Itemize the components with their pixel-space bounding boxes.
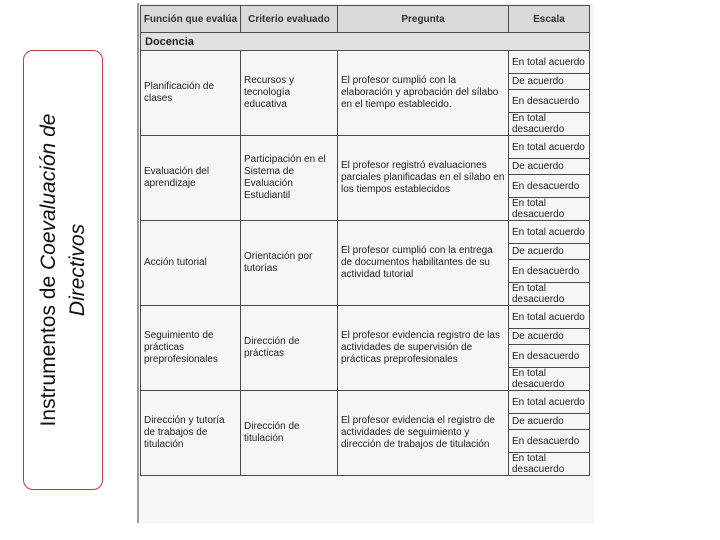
scale-option: En total desacuerdo (509, 113, 590, 136)
evaluation-table (140, 5, 590, 476)
side-title-line-2 (63, 114, 92, 427)
criterion-cell: Dirección de titulación (241, 391, 338, 476)
scale-option: En total desacuerdo (509, 453, 590, 476)
table-row (141, 391, 590, 414)
scale-option: En total acuerdo (509, 391, 590, 414)
criterion-cell: Dirección de prácticas (241, 306, 338, 391)
side-title-line-1 (34, 114, 63, 427)
scale-option: En total acuerdo (509, 306, 590, 329)
header-escala: Escala (509, 6, 590, 33)
side-title-italic-2: Directivos (66, 223, 89, 317)
section-row (141, 33, 590, 51)
table-row (141, 51, 590, 74)
side-title-prefix: Instrumentos de (37, 270, 60, 427)
function-cell: Seguimiento de prácticas preprofesionales (141, 306, 241, 391)
table-row (141, 306, 590, 329)
scale-option: De acuerdo (509, 244, 590, 260)
criterion-cell: Recursos y tecnología educativa (241, 51, 338, 136)
scale-option: En total desacuerdo (509, 368, 590, 391)
question-cell: El profesor cumplió con la entrega de documentos habilitantes de su actividad tutorial (338, 221, 509, 306)
function-cell: Dirección y tutoría de trabajos de titulación (141, 391, 241, 476)
question-cell: El profesor cumplió con la elaboración y aprobación del sílabo en el tiempo establecido. (338, 51, 509, 136)
question-cell: El profesor evidencia el registro de actividades de seguimiento y dirección de trabajos de titulación (338, 391, 509, 476)
scale-option: En desacuerdo (509, 430, 590, 453)
scale-option: De acuerdo (509, 414, 590, 430)
side-title-italic-1: Coevaluación de (37, 113, 60, 271)
scale-option: En desacuerdo (509, 175, 590, 198)
scale-option: En total desacuerdo (509, 198, 590, 221)
function-cell: Acción tutorial (141, 221, 241, 306)
scale-option: De acuerdo (509, 159, 590, 175)
scale-option: De acuerdo (509, 74, 590, 90)
scale-option: En desacuerdo (509, 260, 590, 283)
question-cell: El profesor registró evaluaciones parciales planificadas en el sílabo en los tiempos establecidos (338, 136, 509, 221)
scale-option: En total acuerdo (509, 136, 590, 159)
header-funcion: Función que evalúa (141, 6, 241, 33)
function-cell: Planificación de clases (141, 51, 241, 136)
side-title (34, 114, 92, 427)
criterion-cell: Participación en el Sistema de Evaluación Estudiantil (241, 136, 338, 221)
header-pregunta: Pregunta (338, 6, 509, 33)
header-row (141, 6, 590, 33)
function-cell: Evaluación del aprendizaje (141, 136, 241, 221)
question-cell: El profesor evidencia registro de las actividades de supervisión de prácticas preprofesionales (338, 306, 509, 391)
scale-option: En total acuerdo (509, 51, 590, 74)
scale-option: En total desacuerdo (509, 283, 590, 306)
table-row (141, 136, 590, 159)
scale-option: En total acuerdo (509, 221, 590, 244)
header-criterio: Criterio evaluado (241, 6, 338, 33)
table-body (141, 33, 590, 476)
criterion-cell: Orientación por tutorías (241, 221, 338, 306)
scale-option: De acuerdo (509, 329, 590, 345)
table-row (141, 221, 590, 244)
scale-option: En desacuerdo (509, 90, 590, 113)
section-docencia: Docencia (141, 33, 590, 51)
scale-option: En desacuerdo (509, 345, 590, 368)
